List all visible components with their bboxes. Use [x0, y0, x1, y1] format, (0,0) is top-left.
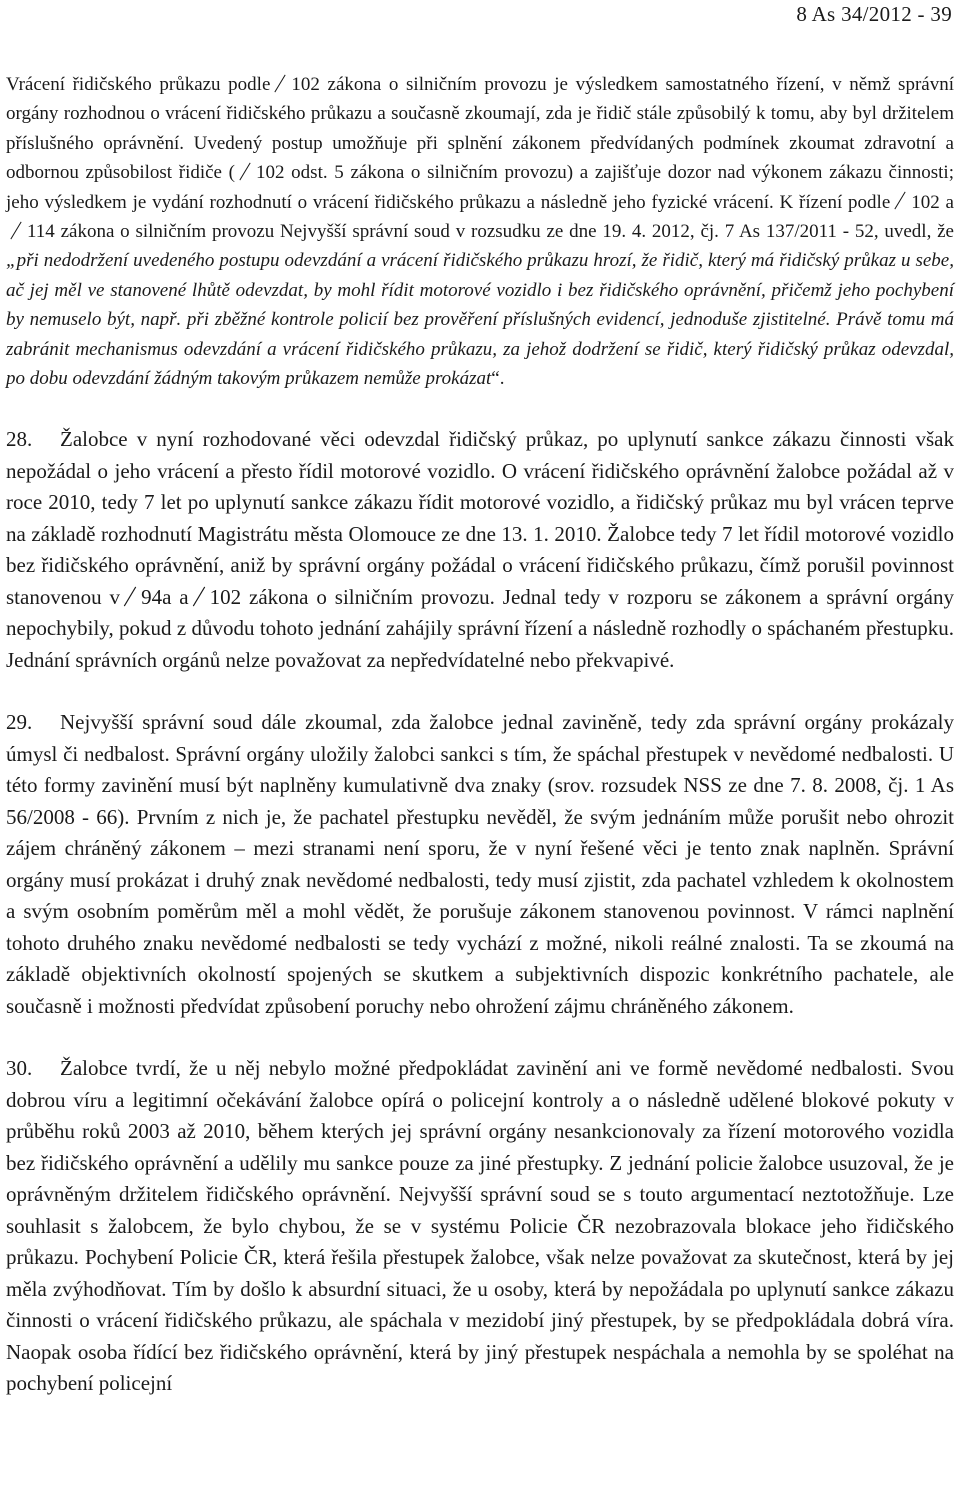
section-sign-icon	[238, 162, 252, 181]
page-identifier: 8 As 34/2012 - 39	[796, 2, 952, 26]
paragraph-intro: Vrácení řidičského průkazu podle 102 zákona o silničním provozu je výsledkem samostatného řízení, v němž správní orgány rozhodnou o vrácení řidičského průkazu a současně zkoumají, zda je řidič stále způsobilý k tomu, aby byl držitelem příslušného oprávnění. Uvedený postup umožňuje při splnění zákonem předvídaných podmínek zkoumat zdravotní a odbornou způsobilost řidiče ( 102 odst. 5 zákona o silničním provozu) a zajišťuje dozor nad výkonem zákazu činnosti; jeho výsledkem je vydání rozhodnutí o vrácení řidičského průkazu a následně jeho fyzické vrácení. K řízení podle 102 a 114 zákona o silničním provozu Nejvyšší správní soud v rozsudku ze dne 19. 4. 2012, čj. 7 As 137/2011 - 52, uvedl, že „při nedodržení uvedeného postupu odevzdání a vrácení řidičského průkazu hrozí, že řidič, který má řidičský průkaz u sebe, ač jej měl ve stanovené lhůtě odevzdat, by mohl řídit motorové vozidlo i bez řidičského oprávnění, přičemž jeho pochybení by nemuselo být, např. při zběžné kontrole policií bez prověření příslušných evidencí, jednoduše zjistitelné. Právě tomu má zabránit mechanismus odevzdání a vrácení řidičského průkazu, za jehož dodržení se řidič, který řidičský průkaz odevzdal, po dobu odevzdání žádným takovým průkazem nemůže prokázat“.	[6, 74, 954, 390]
paragraph-number: 30.	[6, 1056, 33, 1081]
section-sign-icon	[893, 191, 907, 210]
paragraph-28: 28. Žalobce v nyní rozhodované věci odevzdal řidičský průkaz, po uplynutí sankce zákazu činnosti však nepožádal o jeho vrácení a přesto řídil motorové vozidlo. O vrácení řidičského oprávnění žalobce požádal až v roce 2010, tedy 7 let po uplynutí sankce zákazu řídit motorové vozidlo, a řidičský průkaz mu byl vrácen teprve na základě rozhodnutí Magistrátu města Olomouce ze dne 13. 1. 2010. Žalobce tedy 7 let řídil motorové vozidlo bez řidičského oprávnění, aniž by správní orgány požádal o vrácení řidičského průkazu, čímž porušil povinnost stanovenou v 94a a 102 zákona o silničním provozu. Jednal tedy v rozporu se zákonem a správní orgány nepochybily, pokud z důvodu tohoto jednání zahájily správní řízení a následně rozhodly o spáchaném přestupku. Jednání správních orgánů nelze považovat za nepředvídatelné nebo překvapivé.	[6, 424, 954, 676]
paragraph-30: 30. Žalobce tvrdí, že u něj nebylo možné předpokládat zavinění ani ve formě nevědomé nedbalosti. Svou dobrou víru a legitimní očekávání žalobce opírá o policejní kontroly a o následně udělené blokové pokuty v průběhu roků 2003 až 2010, během kterých jej správní orgány nesankcionovaly za řízení motorového vozidla bez řidičského oprávnění a udělily mu sankce pouze za jiné přestupky. Z jednání policie žalobce usuzoval, že je oprávněným držitelem řidičského oprávnění. Nejvyšší správní soud se s touto argumentací neztotožňuje. Lze souhlasit s žalobcem, že bylo chybou, že se v systému Policie ČR nezobrazovala blokace jeho řidičského průkazu. Pochybení Policie ČR, která řešila přestupek žalobce, však nelze považovat za skutečnost, která by jej měla zvýhodňovat. Tím by došlo k absurdní situaci, že u osoby, která by nepožádala po uplynutí sankce zákazu činnosti o vrácení řidičského průkazu, ale spáchala v mezidobí jiný přestupek, by se předpokládala dobrá víra. Naopak osoba řídící bez řidičského oprávnění, která by jiný přestupek nespáchala a nemohla by se spoléhat na pochybení policejní	[6, 1053, 954, 1400]
section-sign-icon	[9, 221, 23, 240]
paragraph-number: 28.	[6, 427, 33, 452]
paragraph-number: 29.	[6, 710, 33, 735]
paragraph-29: 29. Nejvyšší správní soud dále zkoumal, zda žalobce jednal zaviněně, tedy zda správní orgány prokázaly úmysl či nedbalost. Správní orgány uložily žalobci sankci s tím, že spáchal přestupek v nevědomé nedbalosti. U této formy zavinění musí být naplněny kumulativně dva znaky (srov. rozsudek NSS ze dne 7. 8. 2008, čj. 1 As 56/2008 - 66). Prvním z nich je, že pachatel přestupku nevěděl, že svým jednáním může porušit nebo ohrozit zájem chráněný zákonem – mezi stranami není sporu, že v nyní řešené věci je tento znak naplněn. Správní orgány musí prokázat i druhý znak nevědomé nedbalosti, tedy musí zjistit, zda pachatel vzhledem k okolnostem a svým osobním poměrům měl a mohl vědět, že porušuje zákonem stanovenou povinnost. V rámci naplnění tohoto druhého znaku nevědomé nedbalosti se tedy vychází z možné, nikoli reálné znalosti. Ta se zkoumá na základě objektivních okolností spojených se skutkem a subjektivních dispozic konkrétního pachatele, ale současně i možnosti předvídat způsobení poruchy nebo ohrožení zájmu chráněného zákonem.	[6, 707, 954, 1022]
section-sign-icon	[192, 586, 206, 607]
section-sign-icon	[123, 586, 137, 607]
document-body	[6, 70, 954, 1400]
section-sign-icon	[273, 74, 287, 93]
court-quote: „při nedodržení uvedeného postupu odevzdání a vrácení řidičského průkazu hrozí, že řidič, který má řidičský průkaz u sebe, ač jej měl ve stanovené lhůtě odevzdat, by mohl řídit motorové vozidlo i bez řidičského oprávnění, přičemž jeho pochybení by nemuselo být, např. při zběžné kontrole policií bez prověření příslušných evidencí, jednoduše zjistitelné. Právě tomu má zabránit mechanismus odevzdání a vrácení řidičského průkazu, za jehož dodržení se řidič, který řidičský průkaz odevzdal, po dobu odevzdání žádným takovým průkazem nemůže prokázat	[6, 250, 954, 390]
